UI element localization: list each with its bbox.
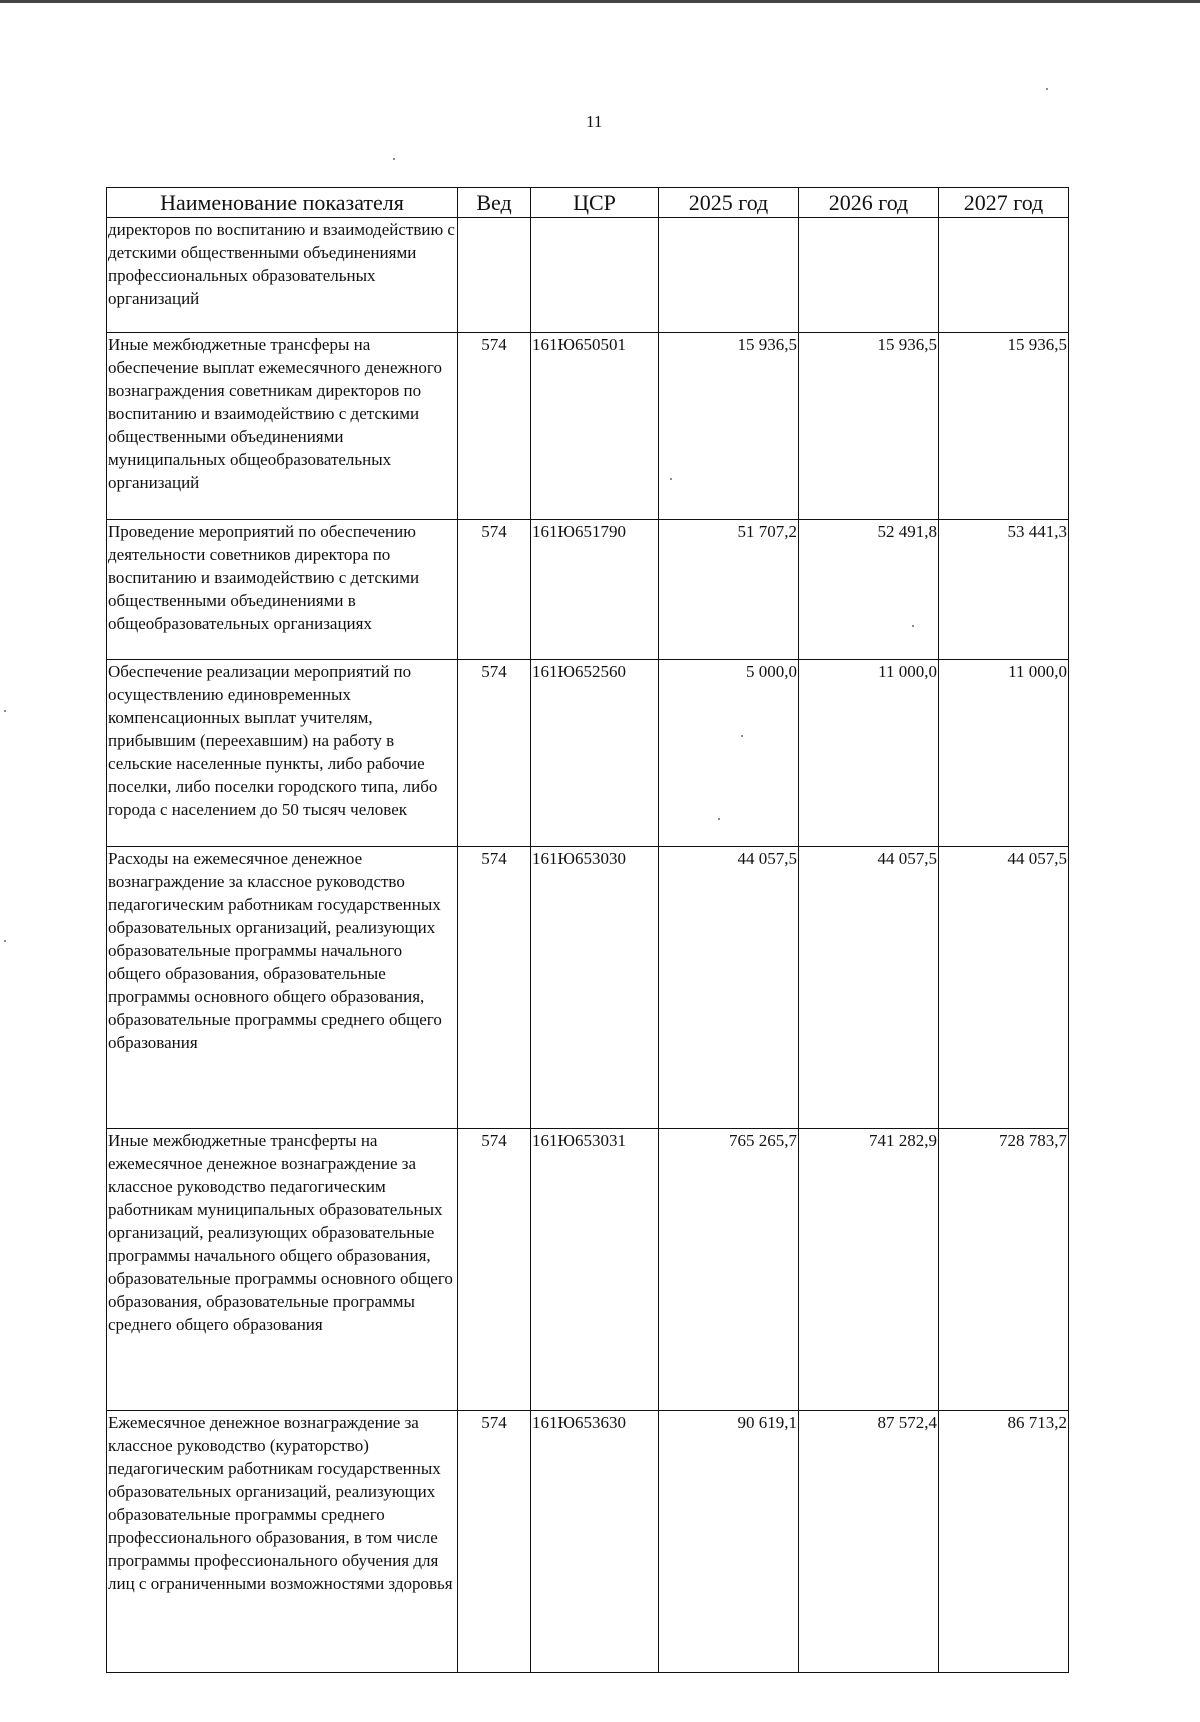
- row-value-2025: [659, 218, 799, 333]
- header-csr: ЦСР: [531, 188, 659, 218]
- row-ved: [458, 218, 531, 333]
- table-row: [107, 520, 1069, 660]
- table-row: [107, 333, 1069, 520]
- budget-table: [106, 187, 1069, 1673]
- row-value-2026: 11 000,0: [799, 660, 939, 847]
- row-value-2026: 52 491,8: [799, 520, 939, 660]
- row-name: Иные межбюджетные трансферы на обеспечение выплат ежемесячного денежного вознаграждения советникам директоров по воспитанию и взаимодействию с детскими общественными объединениями муниципальных общеобразовательных организаций: [107, 333, 458, 520]
- table-header-row: [107, 188, 1069, 218]
- row-value-2025: 51 707,2: [659, 520, 799, 660]
- header-ved: Вед: [458, 188, 531, 218]
- row-csr: 161Ю652560: [531, 660, 659, 847]
- scan-speck: [670, 478, 672, 480]
- row-csr: 161Ю653031: [531, 1129, 659, 1411]
- row-value-2027: 11 000,0: [939, 660, 1069, 847]
- table-row: [107, 660, 1069, 847]
- row-csr: 161Ю653030: [531, 847, 659, 1129]
- scan-speck: [912, 625, 914, 627]
- row-value-2026: [799, 218, 939, 333]
- row-value-2027: 44 057,5: [939, 847, 1069, 1129]
- row-value-2027: [939, 218, 1069, 333]
- row-value-2026: 15 936,5: [799, 333, 939, 520]
- row-name: директоров по воспитанию и взаимодействию с детскими общественными объединениями профессиональных образовательных организаций: [107, 218, 458, 333]
- page-number: 11: [586, 112, 603, 131]
- row-ved: 574: [458, 333, 531, 520]
- row-ved: 574: [458, 660, 531, 847]
- scan-speck: [4, 710, 6, 712]
- scan-speck: [1046, 88, 1048, 90]
- header-year-2025: 2025 год: [659, 188, 799, 218]
- row-value-2027: 15 936,5: [939, 333, 1069, 520]
- row-value-2026: 741 282,9: [799, 1129, 939, 1411]
- row-value-2027: 53 441,3: [939, 520, 1069, 660]
- row-ved: 574: [458, 847, 531, 1129]
- scan-speck: [4, 940, 6, 942]
- scan-speck: [393, 158, 395, 160]
- scan-speck: [741, 735, 743, 737]
- table-row: [107, 218, 1069, 333]
- row-value-2027: 86 713,2: [939, 1411, 1069, 1673]
- row-value-2026: 87 572,4: [799, 1411, 939, 1673]
- header-indicator-name: Наименование показателя: [107, 188, 458, 218]
- scan-top-edge: [0, 0, 1200, 3]
- row-name: Проведение мероприятий по обеспечению деятельности советников директора по воспитанию и взаимодействию с детскими общественными объединениями в общеобразовательных организациях: [107, 520, 458, 660]
- row-value-2026: 44 057,5: [799, 847, 939, 1129]
- row-ved: 574: [458, 520, 531, 660]
- row-name: Обеспечение реализации мероприятий по осуществлению единовременных компенсационных выплат учителям, прибывшим (переехавшим) на работу в сельские населенные пункты, либо рабочие поселки, либо поселки городского типа, либо города с населением до 50 тысяч человек: [107, 660, 458, 847]
- row-value-2025: 765 265,7: [659, 1129, 799, 1411]
- row-value-2025: 44 057,5: [659, 847, 799, 1129]
- header-year-2026: 2026 год: [799, 188, 939, 218]
- header-year-2027: 2027 год: [939, 188, 1069, 218]
- row-csr: 161Ю653630: [531, 1411, 659, 1673]
- row-value-2025: 5 000,0: [659, 660, 799, 847]
- scan-speck: [718, 818, 720, 820]
- table-row: [107, 847, 1069, 1129]
- row-csr: [531, 218, 659, 333]
- table-row: [107, 1129, 1069, 1411]
- row-ved: 574: [458, 1129, 531, 1411]
- row-value-2025: 90 619,1: [659, 1411, 799, 1673]
- row-name: Иные межбюджетные трансферты на ежемесячное денежное вознаграждение за классное руководство педагогическим работникам муниципальных образовательных организаций, реализующих образовательные программы начального общего образования, образовательные программы основного общего образования, образовательные программы среднего общего образования: [107, 1129, 458, 1411]
- row-csr: 161Ю651790: [531, 520, 659, 660]
- row-name: Расходы на ежемесячное денежное вознаграждение за классное руководство педагогическим работникам государственных образовательных организаций, реализующих образовательные программы начального общего образования, образовательные программы основного общего образования, образовательные программы среднего общего образования: [107, 847, 458, 1129]
- row-value-2025: 15 936,5: [659, 333, 799, 520]
- row-value-2027: 728 783,7: [939, 1129, 1069, 1411]
- table-row: [107, 1411, 1069, 1673]
- row-name: Ежемесячное денежное вознаграждение за классное руководство (кураторство) педагогическим работникам государственных образовательных организаций, реализующих образовательные программы среднего профессионального образования, в том числе программы профессионального обучения для лиц с ограниченными возможностями здоровья: [107, 1411, 458, 1673]
- row-csr: 161Ю650501: [531, 333, 659, 520]
- row-ved: 574: [458, 1411, 531, 1673]
